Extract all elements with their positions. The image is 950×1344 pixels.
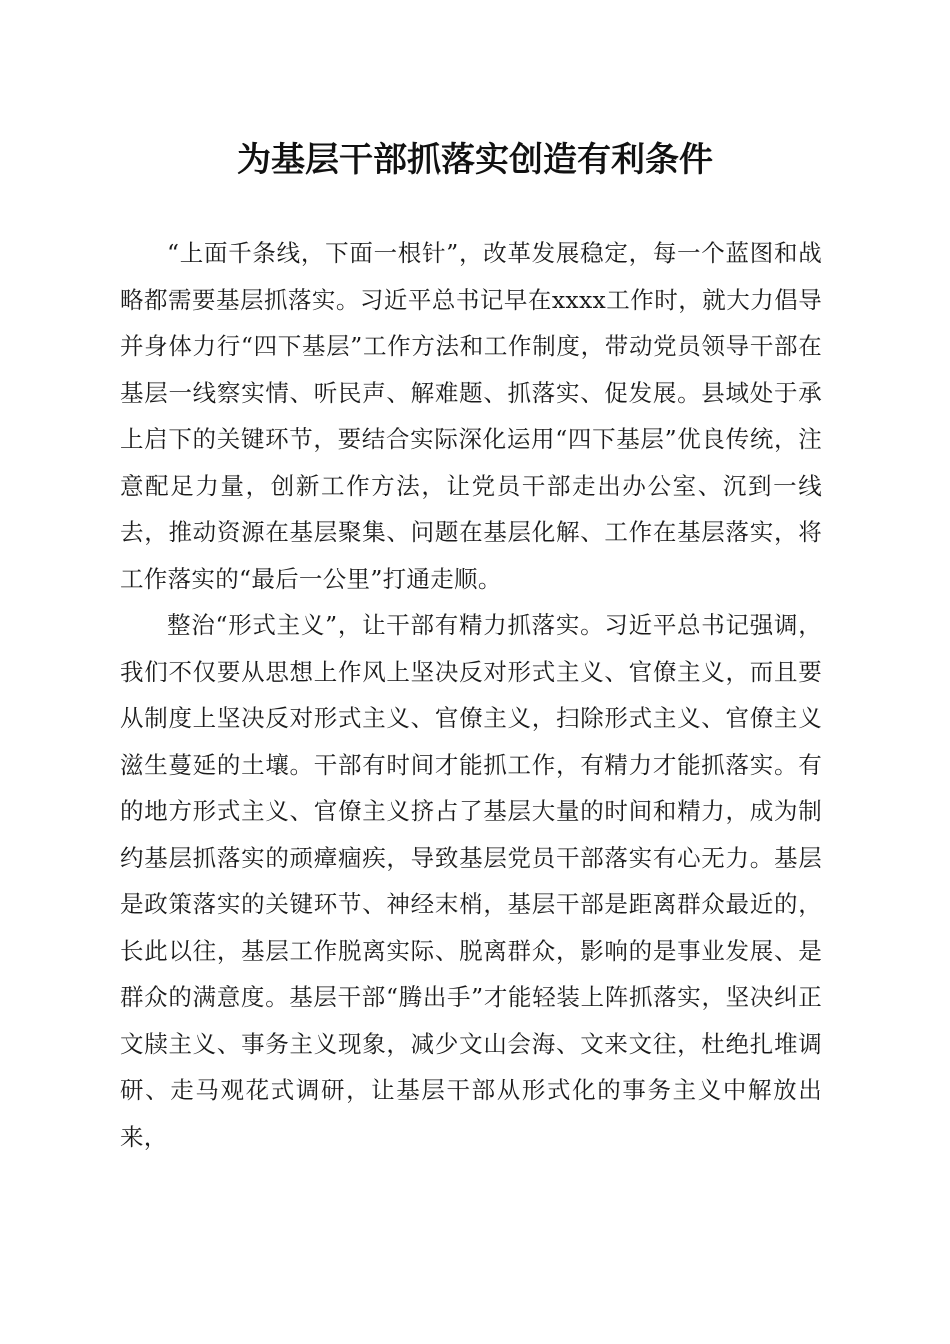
paragraph-1: “上面千条线，下面一根针”，改革发展稳定，每一个蓝图和战略都需要基层抓落实。习近平总书记早在xxxx工作时，就大力倡导并身体力行“四下基层”工作方法和工作制度，带动党员领导干部在基层一线察实情、听民声、解难题、抓落实、促发展。县域处于承上启下的关键环节，要结合实际深化运用“四下基层”优良传统，注意配足力量，创新工作方法，让党员干部走出办公室、沉到一线去，推动资源在基层聚集、问题在基层化解、工作在基层落实，将工作落实的“最后一公里”打通走顺。 — [120, 239, 822, 593]
paragraph-2: 整治“形式主义”，让干部有精力抓落实。习近平总书记强调，我们不仅要从思想上作风上坚决反对形式主义、官僚主义，而且要从制度上坚决反对形式主义、官僚主义，扫除形式主义、官僚主义滋生蔓延的土壤。干部有时间才能抓工作，有精力才能抓落实。有的地方形式主义、官僚主义挤占了基层大量的时间和精力，成为制约基层抓落实的顽瘴痼疾，导致基层党员干部落实有心无力。基层是政策落实的关键环节、神经末梢，基层干部是距离群众最近的，长此以往，基层工作脱离实际、脱离群众，影响的是事业发展、是群众的满意度。基层干部“腾出手”才能轻装上阵抓落实，坚决纠正文牍主义、事务主义现象，减少文山会海、文来文往，杜绝扎堆调研、走马观花式调研，让基层干部从形式化的事务主义中解放出来， — [120, 611, 822, 1151]
document-body — [120, 230, 822, 1160]
document-title: 为基层干部抓落实创造有利条件 — [237, 140, 713, 180]
